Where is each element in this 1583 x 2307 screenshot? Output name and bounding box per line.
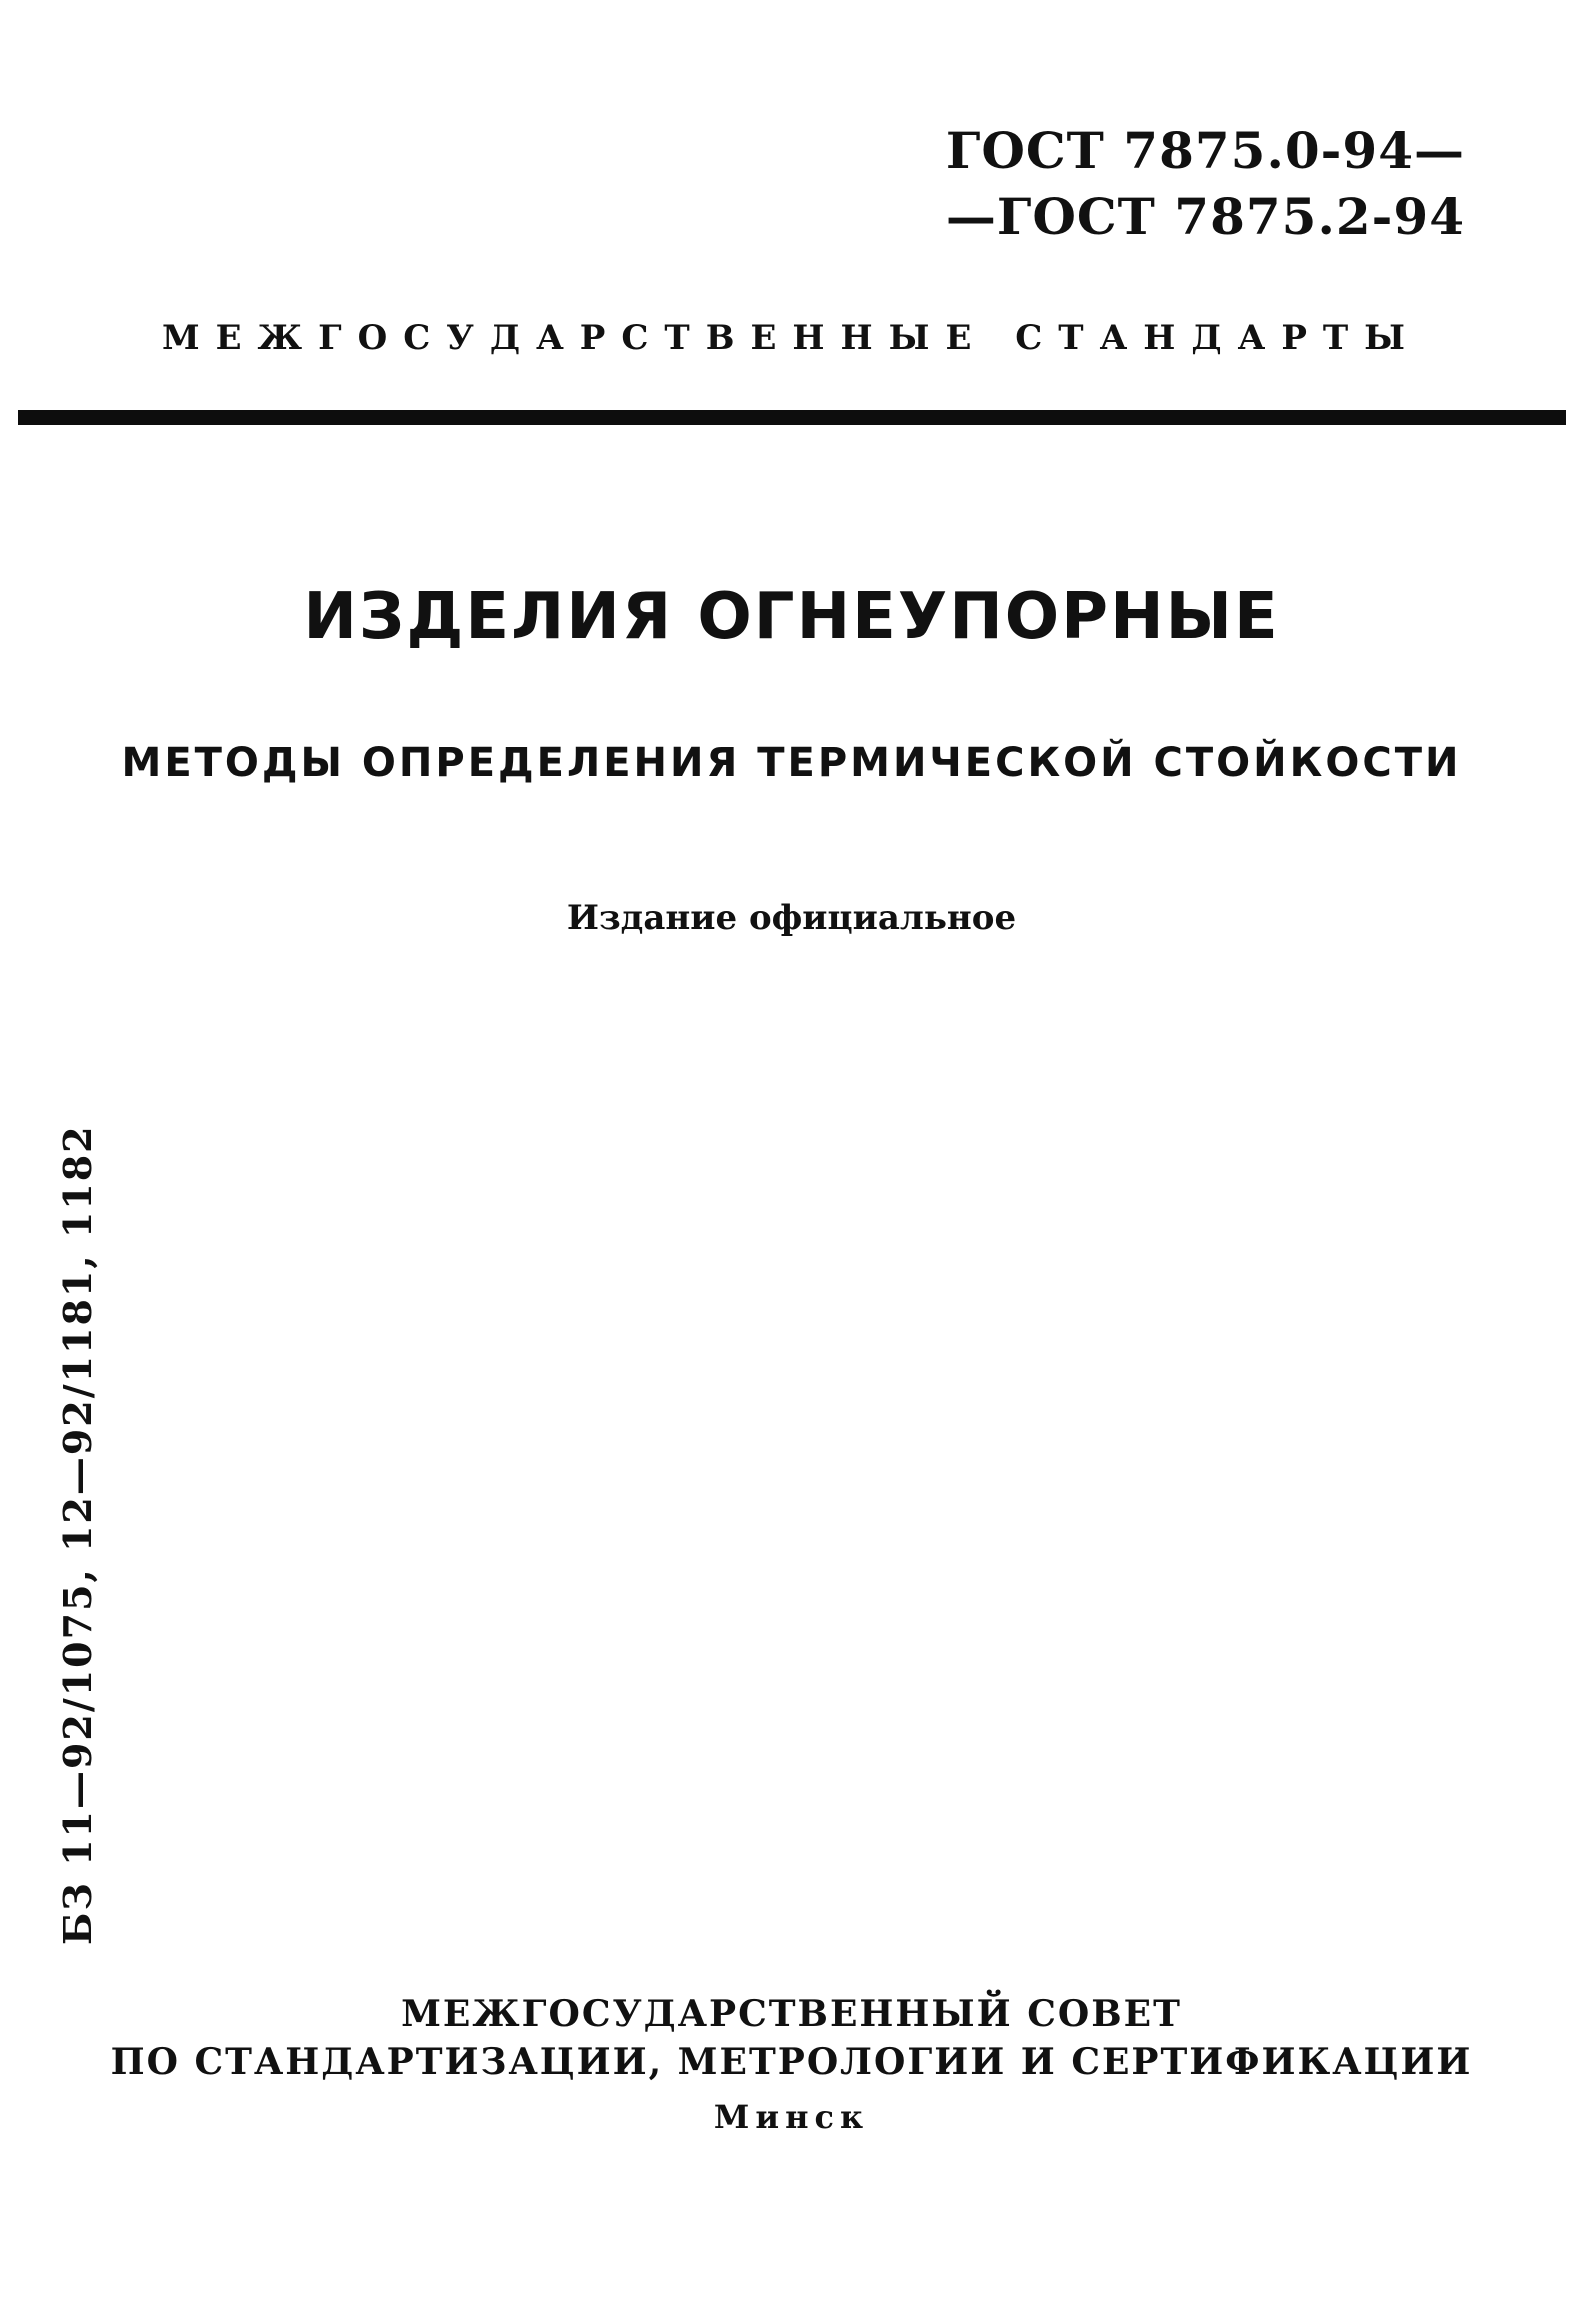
standard-code-line-2: —ГОСТ 7875.2-94 — [945, 187, 1465, 246]
publication-city: Минск — [713, 2098, 870, 2136]
side-catalog-code: БЗ 11—92/1075, 12—92/1181, 1182 — [55, 1124, 100, 1945]
publisher-line-2: ПО СТАНДАРТИЗАЦИИ, МЕТРОЛОГИИ И СЕРТИФИКАЦИИ — [110, 2041, 1473, 2083]
standard-codes — [946, 118, 1465, 250]
header-divider — [18, 410, 1566, 425]
page-title: ИЗДЕЛИЯ ОГНЕУПОРНЫЕ — [303, 580, 1280, 654]
edition-label: Издание официальное — [566, 898, 1017, 938]
standard-code-line-1: ГОСТ 7875.0-94— — [945, 121, 1465, 180]
series-heading: МЕЖГОСУДАРСТВЕННЫЕ СТАНДАРТЫ — [161, 318, 1422, 358]
page-subtitle: МЕТОДЫ ОПРЕДЕЛЕНИЯ ТЕРМИЧЕСКОЙ СТОЙКОСТИ — [121, 740, 1462, 786]
publisher — [0, 1990, 1583, 2086]
publisher-line-1: МЕЖГОСУДАРСТВЕННЫЙ СОВЕТ — [401, 1993, 1182, 2035]
